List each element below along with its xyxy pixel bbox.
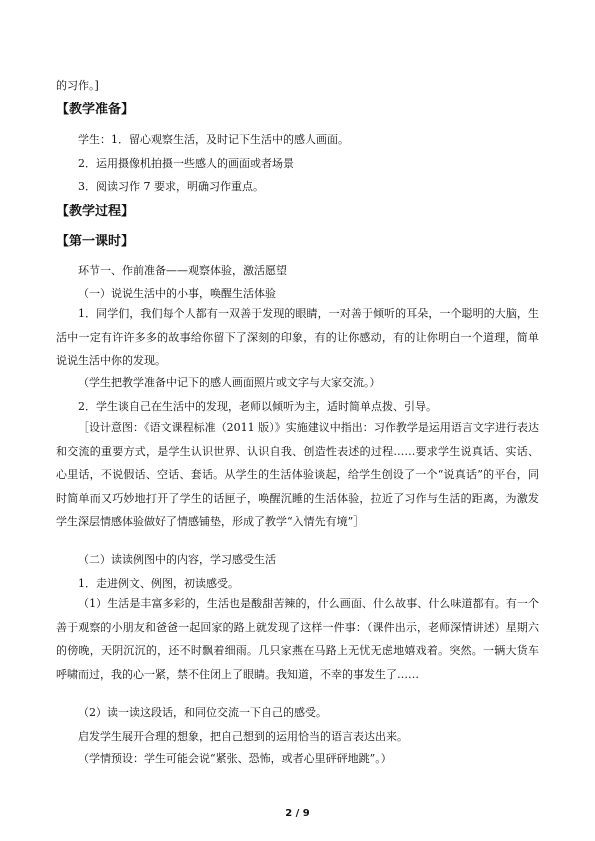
prep-line-3: 3．阅读习作 7 要求，明确习作重点。 xyxy=(78,180,264,193)
subsection-two: （二）读读例图中的内容，学习感受生活 xyxy=(78,553,276,566)
paragraph-discovery: 1．同学们，我们每个人都有一双善于发现的眼睛，一对善于倾听的耳朵，一个聪明的大脑，生活中一定有许许多多的故事给你留下了深刻的印象，有的让你感动，有的让你明白一个道理，简单说说生活中你的发现。 xyxy=(56,307,539,367)
note-students-share: （学生把教学准备中记下的感人画面照片或文字与大家交流。） xyxy=(78,376,381,389)
item-read-and-share: （2）读一读这段话，和同位交流一下自己的感受。 xyxy=(78,706,327,719)
heading-teaching-process: 【教学过程】 xyxy=(56,204,135,219)
heading-first-lesson: 【第一课时】 xyxy=(56,234,135,249)
prediction-note: （学情预设：学生可能会说“紧张、恐怖，或者心里砰砰地跳”。） xyxy=(78,752,392,765)
section-step-one: 环节一、作前准备——观察体验，激活愿望 xyxy=(78,264,287,277)
paragraph-design-intent: ［设计意图：《语文课程标准（2011 版）》实施建议中指出：习作教学是运用语言文字进行表达和交流的重要方式，是学生认识世界、认识自我、创造性表述的过程……要求学生说真话、实话、心里话，不说假话、空话、套话。从学生的生活体验谈起，给学生创设了一个“说真话”的平台，同时简单而又巧妙地打开了学生的话匣子，唤醒沉睡的生活体验，拉近了习作与生活的距离，为激发学生深层情感体验做好了情感铺垫，形成了教学“入情先有境”］ xyxy=(56,421,539,528)
subsection-one: （一）说说生活中的小事，唤醒生活体验 xyxy=(78,287,276,300)
item-enter-example: 1．走进例文、例图，初读感受。 xyxy=(78,577,239,590)
prep-line-1: 学生：1．留心观察生活，及时记下生活中的感人画面。 xyxy=(78,133,349,146)
prep-line-2: 2．运用摄像机拍摄一些感人的画面或者场景 xyxy=(78,157,294,170)
heading-teaching-preparation: 【教学准备】 xyxy=(56,102,135,117)
continued-text: 的习作。] xyxy=(56,79,99,92)
guide-imagination: 启发学生展开合理的想象，把自己想到的运用恰当的语言表达出来。 xyxy=(78,730,408,743)
page-number: 2 / 9 xyxy=(285,808,310,819)
item-students-talk: 2．学生谈自己在生活中的发现，老师以倾听为主，适时简单点拨、引导。 xyxy=(78,400,437,413)
paragraph-story: （1）生活是丰富多彩的，生活也是酸甜苦辣的，什么画面、什么故事、什么味道都有。有一个善于观察的小朋友和爸爸一起回家的路上就发现了这样一件事：（课件出示，老师深情讲述）星期六的傍晚，天阴沉沉的，还不时飘着细雨。几只家燕在马路上无忧无虑地嬉戏着。突然。一辆大货车呼啸而过，我的心一紧，禁不住闭上了眼睛。我知道，不幸的事发生了…… xyxy=(56,597,539,681)
